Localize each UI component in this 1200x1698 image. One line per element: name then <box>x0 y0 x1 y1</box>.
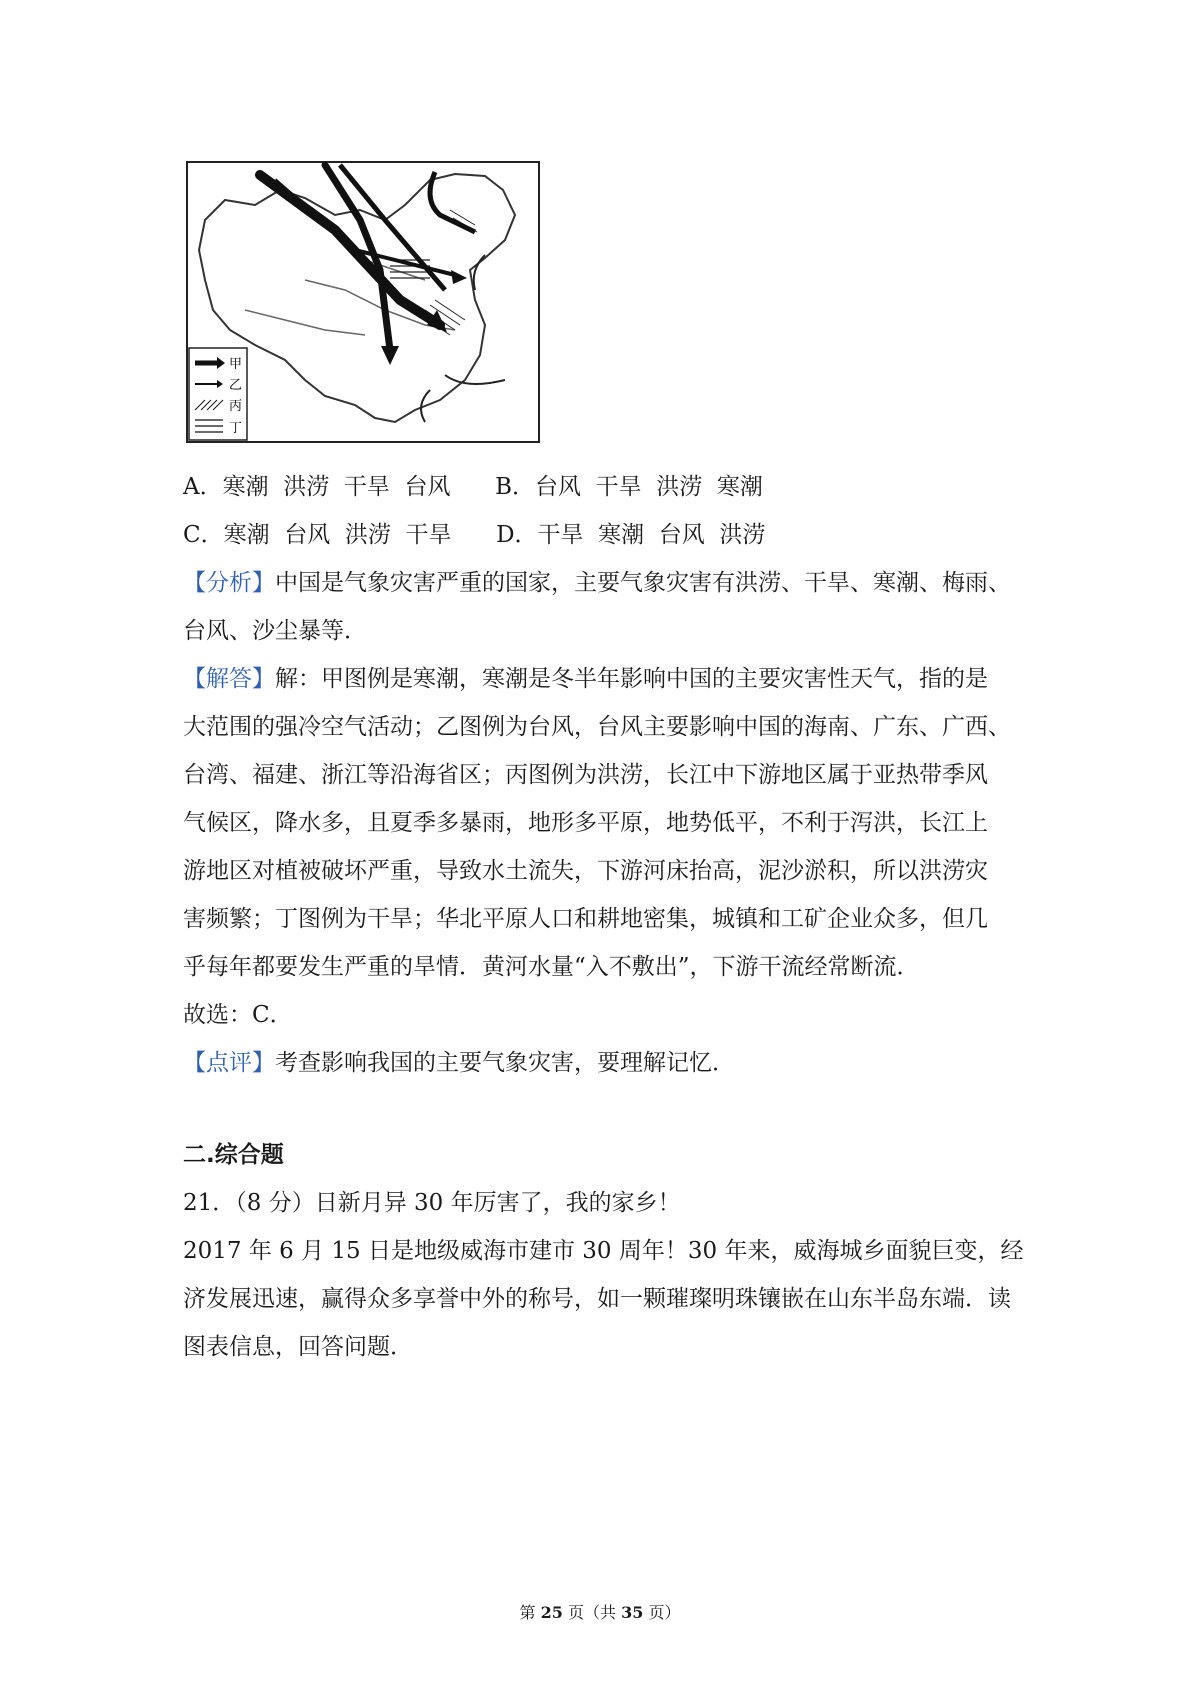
legend-label-jia: 甲 <box>229 357 243 372</box>
china-disaster-map <box>185 160 541 444</box>
answer-line-1 <box>183 662 988 696</box>
footer-prefix: 第 <box>519 1603 536 1622</box>
analysis-line-2: 台风、沙尘暴等． <box>183 618 367 644</box>
question-21-line-2: 济发展迅速，赢得众多享誉中外的称号，如一颗璀璨明珠镶嵌在山东半岛东端．读 <box>183 1286 1011 1312</box>
answer-line-2: 大范围的强冷空气活动；乙图例为台风，台风主要影响中国的海南、广东、广西、 <box>183 714 1011 740</box>
answer-line-5: 游地区对植被破坏严重，导致水土流失，下游河床抬高，泥沙淤积，所以洪涝灾 <box>183 858 988 884</box>
option-b: B．台风 干旱 洪涝 寒潮 <box>495 474 763 500</box>
page-footer <box>0 1600 1200 1623</box>
options-row-2 <box>183 518 765 552</box>
comment-line <box>183 1046 735 1080</box>
legend-label-yi: 乙 <box>229 378 243 393</box>
map-legend <box>189 348 247 440</box>
answer-line-6: 害频繁；丁图例为干旱；华北平原人口和耕地密集，城镇和工矿企业众多，但几 <box>183 906 988 932</box>
answer-line-3: 台湾、福建、浙江等沿海省区；丙图例为洪涝，长江中下游地区属于亚热带季风 <box>183 762 988 788</box>
option-c: C．寒潮 台风 洪涝 干旱 <box>183 522 452 548</box>
footer-total-pages: 35 <box>621 1603 644 1622</box>
footer-page-number: 25 <box>540 1603 563 1622</box>
analysis-line-1 <box>183 566 1011 600</box>
question-21-line-1: 2017 年 6 月 15 日是地级威海市建市 30 周年！30 年来，威海城乡面貌巨变，经 <box>183 1238 1024 1264</box>
section-title: 二.综合题 <box>183 1142 284 1168</box>
answer-line-4: 气候区，降水多，且夏季多暴雨，地形多平原，地势低平，不利于泻洪，长江上 <box>183 810 988 836</box>
question-21-title: 21．（8 分）日新月异 30 年厉害了，我的家乡！ <box>183 1190 681 1216</box>
answer-text-1: 解：甲图例是寒潮，寒潮是冬半年影响中国的主要灾害性天气，指的是 <box>275 666 988 692</box>
analysis-text-1: 中国是气象灾害严重的国家，主要气象灾害有洪涝、干旱、寒潮、梅雨、 <box>275 570 1011 596</box>
footer-middle: 页（共 <box>567 1603 616 1622</box>
options-row-1 <box>183 470 763 504</box>
option-a: A．寒潮 洪涝 干旱 台风 <box>183 474 451 500</box>
analysis-tag: 【分析】 <box>183 570 275 596</box>
comment-tag: 【点评】 <box>183 1050 275 1076</box>
answer-choice: 故选：C． <box>183 1002 293 1028</box>
footer-suffix: 页） <box>648 1603 681 1622</box>
answer-line-7: 乎每年都要发生严重的旱情．黄河水量“入不敷出”，下游干流经常断流． <box>183 954 920 980</box>
question-21-line-3: 图表信息，回答问题． <box>183 1334 413 1360</box>
comment-text: 考查影响我国的主要气象灾害，要理解记忆． <box>275 1050 735 1076</box>
legend-label-bing: 丙 <box>229 399 243 414</box>
answer-tag: 【解答】 <box>183 666 275 692</box>
option-d: D．干旱 寒潮 台风 洪涝 <box>496 522 766 548</box>
legend-label-ding: 丁 <box>229 421 243 436</box>
